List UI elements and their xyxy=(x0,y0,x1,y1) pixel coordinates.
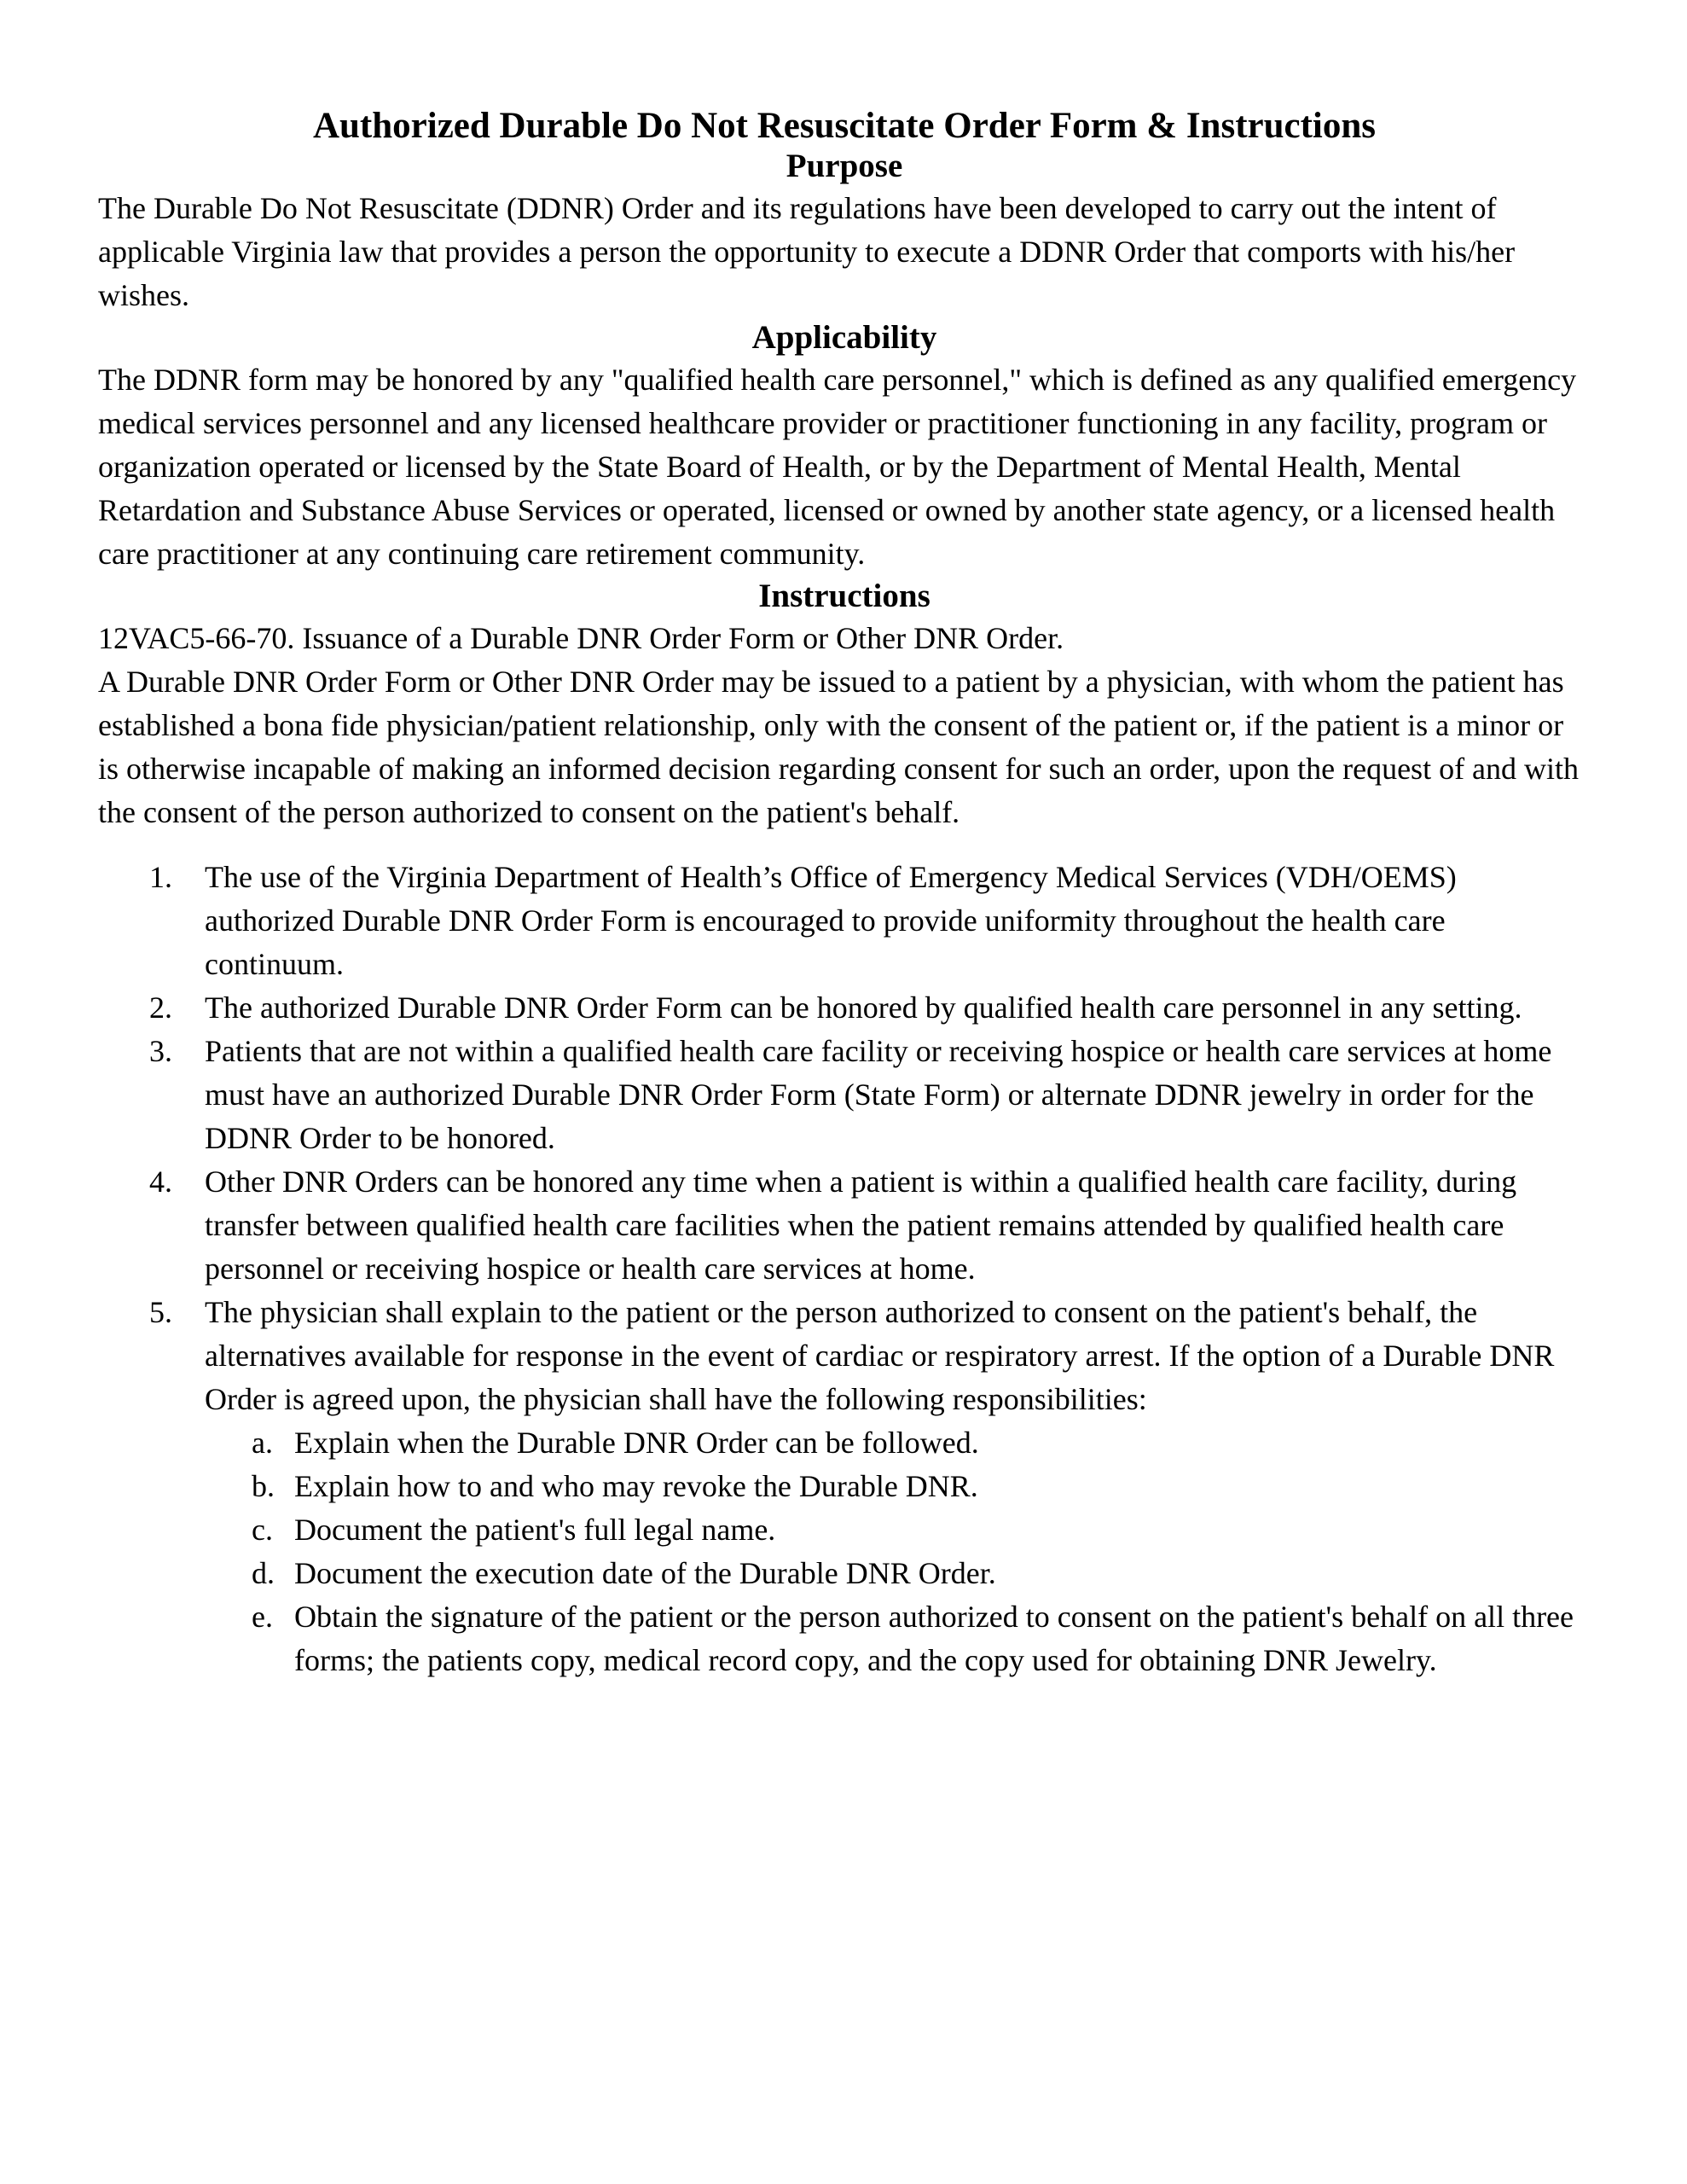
sub-item-e xyxy=(252,1595,1591,1682)
sub-item-e-marker: e. xyxy=(252,1600,273,1634)
sub-item-a xyxy=(252,1421,1591,1465)
purpose-paragraph: The Durable Do Not Resuscitate (DDNR) Order and its regulations have been developed to carry out the intent of applicable Virginia law that provides a person the opportunity to execute a DDNR Order that comports with his/her wishes. xyxy=(98,191,1516,312)
sub-item-e-text: Obtain the signature of the patient or the person authorized to consent on the patient's behalf on all three forms; the patients copy, medical record copy, and the copy used for obtaining DNR Jewelry. xyxy=(294,1600,1574,1677)
sub-item-d-text: Document the execution date of the Durable DNR Order. xyxy=(294,1556,996,1590)
physician-responsibilities-sublist xyxy=(252,1421,1591,1682)
list-item-5-text: The physician shall explain to the patient or the person authorized to consent on the patient's behalf, the alternatives available for response in the event of cardiac or respiratory arrest. If the option of a Durable DNR Order is agreed upon, the physician shall have the following responsibilities: xyxy=(205,1295,1555,1416)
list-item-3 xyxy=(149,1030,1591,1160)
sub-item-c-text: Document the patient's full legal name. xyxy=(294,1513,776,1547)
list-item-3-text: Patients that are not within a qualified health care facility or receiving hospice or health care services at home must have an authorized Durable DNR Order Form (State Form) or alternate DDNR jewelry in order for the DDNR Order to be honored. xyxy=(205,1034,1552,1155)
sub-item-c-marker: c. xyxy=(252,1513,273,1547)
list-item-1 xyxy=(149,856,1591,986)
regulation-citation: 12VAC5-66-70. Issuance of a Durable DNR Order Form or Other DNR Order. xyxy=(98,621,1064,655)
section-heading-purpose: Purpose xyxy=(786,148,903,184)
sub-item-b xyxy=(252,1465,1591,1508)
list-item-4 xyxy=(149,1160,1591,1291)
sub-item-b-marker: b. xyxy=(252,1469,275,1503)
document-title: Authorized Durable Do Not Resuscitate Order Form & Instructions xyxy=(312,106,1377,146)
instructions-numbered-list xyxy=(149,856,1591,1682)
list-item-2 xyxy=(149,986,1591,1030)
list-item-1-marker: 1. xyxy=(149,860,172,894)
sub-item-d-marker: d. xyxy=(252,1556,275,1590)
list-item-4-text: Other DNR Orders can be honored any time when a patient is within a qualified health care facility, during transfer between qualified health care facilities when the patient remains attended by qualified health care personnel or receiving hospice or health care services at home. xyxy=(205,1165,1517,1286)
list-item-3-marker: 3. xyxy=(149,1034,172,1068)
list-item-1-text: The use of the Virginia Department of Health’s Office of Emergency Medical Services (VDH/OEMS) authorized Durable DNR Order Form is encouraged to provide uniformity throughout the health care continuum. xyxy=(205,860,1457,981)
section-heading-applicability: Applicability xyxy=(751,319,937,356)
sub-item-a-marker: a. xyxy=(252,1426,273,1460)
sub-item-c xyxy=(252,1508,1591,1552)
applicability-paragraph: The DDNR form may be honored by any "qualified health care personnel," which is defined as any qualified emergency medical services personnel and any licensed healthcare provider or practitioner functioning in any facility, program or organization operated or licensed by the State Board of Health, or by the Department of Mental Health, Mental Retardation and Substance Abuse Services or operated, licensed or owned by another state agency, or a licensed health care practitioner at any continuing care retirement community. xyxy=(98,363,1577,571)
list-item-5-body xyxy=(205,1291,1591,1682)
section-heading-instructions: Instructions xyxy=(758,578,930,614)
sub-item-b-text: Explain how to and who may revoke the Durable DNR. xyxy=(294,1469,978,1503)
list-item-4-marker: 4. xyxy=(149,1165,172,1199)
sub-item-a-text: Explain when the Durable DNR Order can be followed. xyxy=(294,1426,979,1460)
list-item-5 xyxy=(149,1291,1591,1682)
list-item-5-marker: 5. xyxy=(149,1295,172,1329)
sub-item-d xyxy=(252,1552,1591,1595)
instructions-paragraph: A Durable DNR Order Form or Other DNR Order may be issued to a patient by a physician, with whom the patient has established a bona fide physician/patient relationship, only with the consent of the patient or, if the patient is a minor or is otherwise incapable of making an informed decision regarding consent for such an order, upon the request of and with the consent of the person authorized to consent on the patient's behalf. xyxy=(98,665,1580,829)
list-item-2-marker: 2. xyxy=(149,990,172,1025)
list-item-2-text: The authorized Durable DNR Order Form can be honored by qualified health care personnel in any setting. xyxy=(205,990,1522,1025)
